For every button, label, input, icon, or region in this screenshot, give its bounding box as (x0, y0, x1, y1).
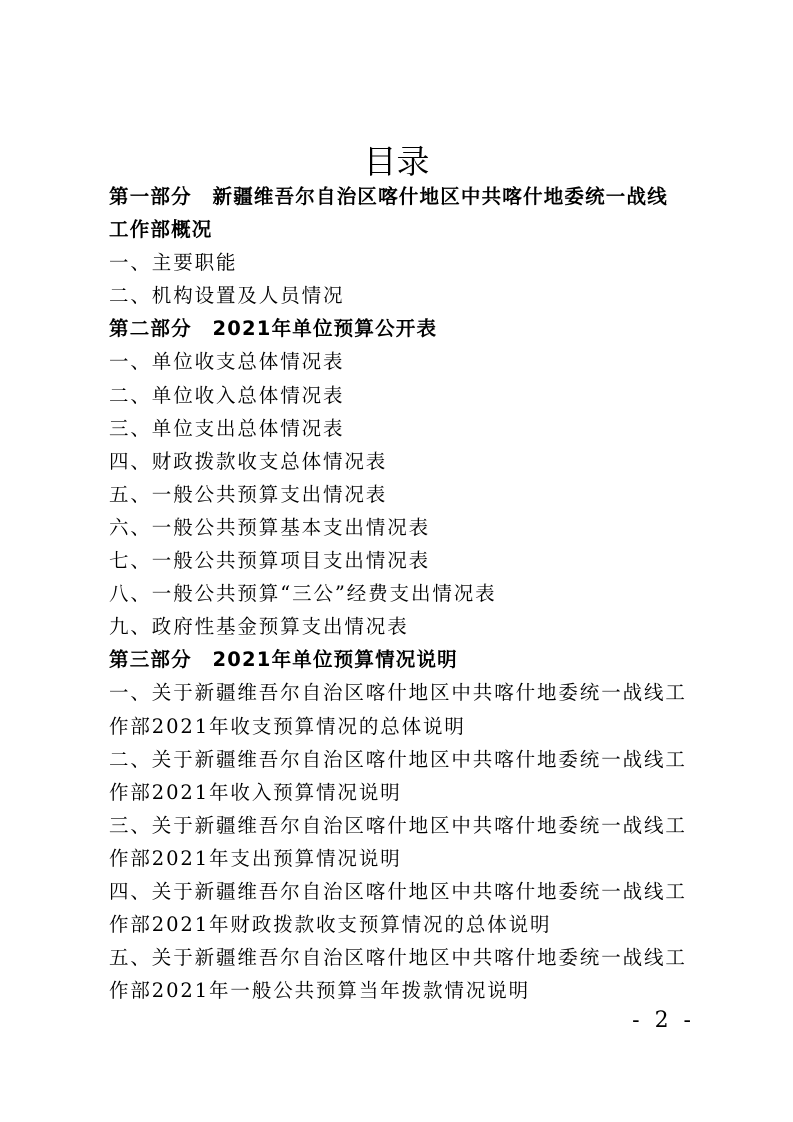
toc-item-continued: 作部2021年支出预算情况说明 (109, 846, 402, 870)
toc-item-continued: 作部2021年财政拨款收支预算情况的总体说明 (109, 913, 552, 937)
toc-item: 八、一般公共预算“三公”经费支出情况表 (109, 582, 497, 606)
toc-item: 九、政府性基金预算支出情况表 (109, 615, 409, 639)
toc-part-heading: 第二部分 2021年单位预算公开表 (109, 317, 438, 341)
toc-item: 一、关于新疆维吾尔自治区喀什地区中共喀什地委统一战线工 (109, 681, 687, 705)
toc-item-continued: 作部2021年收支预算情况的总体说明 (109, 714, 466, 738)
toc-item: 一、主要职能 (109, 251, 238, 275)
toc-part-heading: 第一部分 新疆维吾尔自治区喀什地区中共喀什地委统一战线 (109, 185, 668, 208)
toc-item: 二、关于新疆维吾尔自治区喀什地区中共喀什地委统一战线工 (109, 747, 687, 771)
page-number: - 2 - (632, 1008, 695, 1033)
toc-item-continued: 作部2021年一般公共预算当年拨款情况说明 (109, 979, 531, 1003)
table-of-contents (109, 180, 699, 1007)
toc-item: 四、关于新疆维吾尔自治区喀什地区中共喀什地委统一战线工 (109, 879, 687, 903)
toc-part-heading-continued: 工作部概况 (109, 218, 213, 242)
toc-item: 六、一般公共预算基本支出情况表 (109, 515, 431, 539)
toc-item: 三、单位支出总体情况表 (109, 416, 345, 440)
toc-item: 三、关于新疆维吾尔自治区喀什地区中共喀什地委统一战线工 (109, 813, 687, 837)
toc-item: 四、财政拨款收支总体情况表 (109, 449, 388, 473)
toc-part-heading: 第三部分 2021年单位预算情况说明 (109, 648, 458, 672)
toc-item: 二、机构设置及人员情况 (109, 284, 345, 308)
page-title: 目录 (363, 142, 430, 181)
toc-item: 二、单位收入总体情况表 (109, 383, 345, 407)
toc-item: 一、单位收支总体情况表 (109, 350, 345, 374)
toc-item: 五、关于新疆维吾尔自治区喀什地区中共喀什地委统一战线工 (109, 946, 687, 970)
toc-item: 五、一般公共预算支出情况表 (109, 482, 388, 506)
toc-item-continued: 作部2021年收入预算情况说明 (109, 780, 402, 804)
toc-item: 七、一般公共预算项目支出情况表 (109, 549, 431, 573)
